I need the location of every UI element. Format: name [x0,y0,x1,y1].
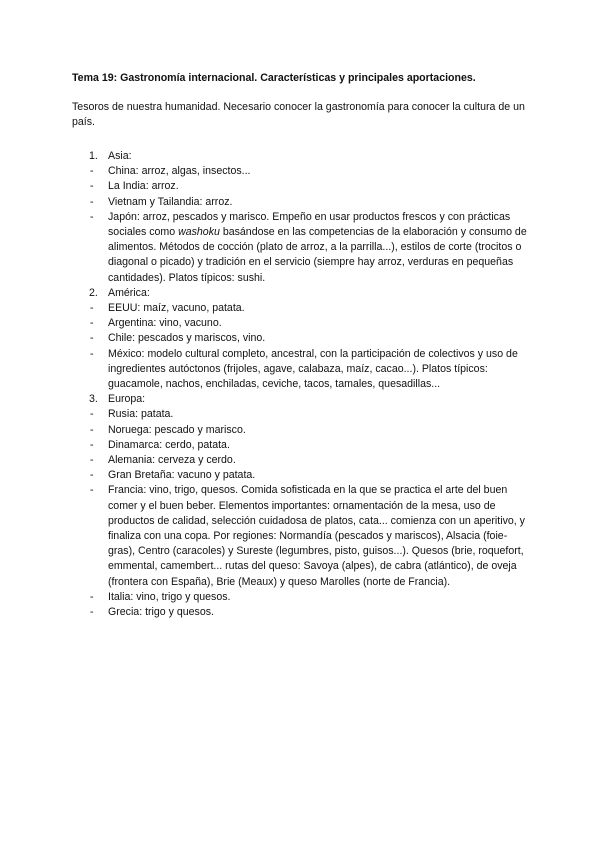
section-heading-asia [72,149,532,164]
dash-bullet: - [90,165,94,178]
dash-bullet: - [90,195,94,208]
dash-bullet: - [90,408,94,421]
list-item-text: México: modelo cultural completo, ancestral, con la participación de colectivos y uso de ingredientes autóctonos (frijoles, agave, calabaza, maíz, cacao...). Platos típicos: guacamole, nachos, enchiladas, ceviche, tacos, tamales, quesadillas... [108,347,518,391]
list-item-text [108,211,527,284]
dash-bullet: - [90,423,94,436]
section-heading-europa [72,392,532,407]
list-item [72,605,532,620]
dash-bullet: - [90,484,94,497]
list-item-text: China: arroz, algas, insectos... [108,165,251,178]
list-item-text-part: basándose en las competencias de la elaboración y consumo de alimentos. Métodos de cocción (plato de arroz, a la parrilla...), estilos de corte (trocitos o diagonal o picado) y tradición en el servicio (siempre hay arroz, verduras en pequeñas cantidades). Platos típicos: sushi. [108,226,527,284]
list-number: 1. [89,150,98,162]
dash-bullet: - [90,180,94,193]
dash-bullet: - [90,454,94,467]
list-item-text: Gran Bretaña: vacuno y patata. [108,469,256,482]
dash-bullet: - [90,302,94,315]
list-item [72,453,532,468]
list-item [72,590,532,605]
list-item-text: Rusia: patata. [108,408,174,421]
list-item-text: Chile: pescados y mariscos, vino. [108,332,266,345]
list-item [72,347,532,393]
list-item-text: Francia: vino, trigo, quesos. Comida sofisticada en la que se practica el arte del buen comer y el buen beber. Elementos importantes: ornamentación de la mesa, uso de productos de calidad, selección cuidadosa de platos, cata... comienza con un aperitivo, y finaliza con una copa. Por regiones: Normandía (pescados y mariscos), Alsacia (foie-gras), Centro (caracoles) y Sureste (legumbres, pisto, guisos...). Quesos (brie, roquefort, emmental, camembert... rutas del queso: Savoya (alpes), de cabra (atlántico), de oveja (frontera con España), Brie (Meaux) y queso Marolles (norte de Francia). [108,484,525,588]
list-item-text: Italia: vino, trigo y quesos. [108,590,231,603]
list-item [72,468,532,483]
dash-bullet: - [90,606,94,619]
list-item-text: Argentina: vino, vacuno. [108,317,222,330]
list-item-text: Grecia: trigo y quesos. [108,606,214,619]
list-item [72,438,532,453]
list-item-text: Noruega: pescado y marisco. [108,423,246,436]
section-heading-america [72,286,532,301]
list-item [72,483,532,589]
dash-bullet: - [90,332,94,345]
dash-bullet: - [90,317,94,330]
list-item [72,316,532,331]
dash-bullet: - [90,210,94,223]
list-item-text: Alemania: cerveza y cerdo. [108,454,236,467]
list-item [72,179,532,194]
intro-paragraph: Tesoros de nuestra humanidad. Necesario conocer la gastronomía para conocer la cultura de un país. [72,101,525,129]
list-item-text: La India: arroz. [108,180,179,193]
section-heading-text: Asia: [108,150,132,162]
list-item [72,164,532,179]
italic-term: washoku [178,226,220,239]
list-item [72,407,532,422]
list-item [72,331,532,346]
section-heading-text: América: [108,286,150,299]
dash-bullet: - [90,347,94,360]
list-item [72,195,532,210]
list-item [72,301,532,316]
section-heading-text: Europa: [108,393,146,406]
list-number: 2. [89,286,98,299]
list-item-text-part: Japón: arroz, pescados y marisco. Empeño en usar productos frescos y con prácticas sociales como [108,210,511,239]
dash-bullet: - [90,438,94,451]
document-title: Tema 19: Gastronomía internacional. Características y principales aportaciones. [72,72,476,84]
list-item-text: Vietnam y Tailandia: arroz. [108,195,233,208]
dash-bullet: - [90,469,94,482]
list-item-text: Dinamarca: cerdo, patata. [108,438,230,451]
list-item [72,423,532,438]
dash-bullet: - [90,590,94,603]
list-item [72,210,532,286]
list-item-text: EEUU: maíz, vacuno, patata. [108,302,245,315]
document-content [72,149,532,620]
list-number: 3. [89,393,98,406]
